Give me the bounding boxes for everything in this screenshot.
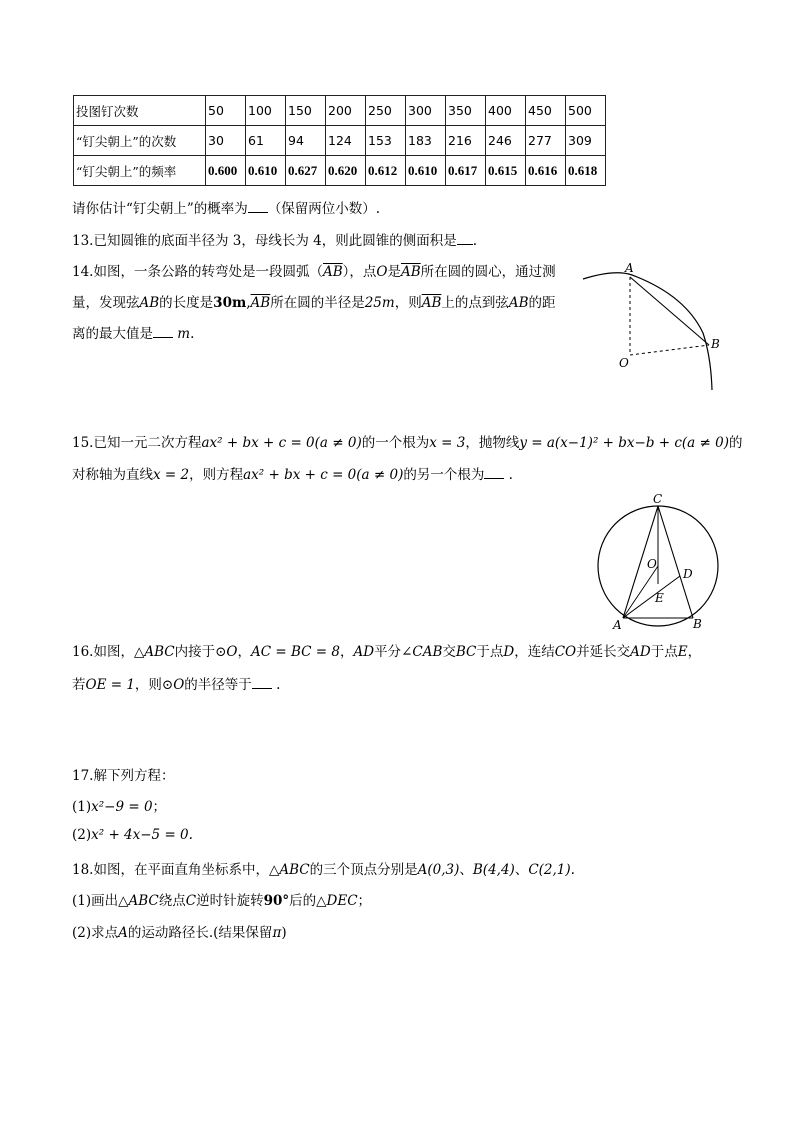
question-14-line-1: 14.如图，一条公路的转弯处是一段圆弧$(\overline{AB})$，点O是$\overline{AB}$所在圆的圆心，通过测 — [72, 264, 556, 280]
answer-blank — [252, 676, 272, 689]
question-15-line-2: 对称轴为直线x = 2，则方程ax² + bx + c = 0(a ≠ 0)的另一个根为 . — [72, 467, 513, 483]
question-16-line-2: 若OE = 1，则⊙O的半径等于 . — [72, 677, 281, 693]
question-17-title: 17.解下列方程： — [72, 768, 175, 784]
table-cell: 50 — [206, 96, 246, 126]
table-cell: 124 — [326, 126, 366, 156]
table-cell: 0.617 — [446, 156, 486, 186]
table-cell: 216 — [446, 126, 486, 156]
table-cell: 0.610 — [246, 156, 286, 186]
table-cell: 250 — [366, 96, 406, 126]
question-18-line-1: 18.如图，在平面直角坐标系中，△ABC的三个顶点分别是A(0,3)、B(4,4)、C(2,1). — [72, 862, 575, 878]
row-header: 投图钉次数 — [74, 96, 206, 126]
question-16-line-1: 16.如图，△ABC内接于⊙O，AC = BC = 8，AD平分∠CAB交BC于点D，连结CO并延长交AD于点E， — [72, 644, 702, 660]
table-cell: 153 — [366, 126, 406, 156]
answer-blank — [153, 325, 173, 338]
row-header: “钉尖朝上”的频率 — [74, 156, 206, 186]
table-cell: 500 — [566, 96, 606, 126]
table-cell: 246 — [486, 126, 526, 156]
table-cell: 300 — [406, 96, 446, 126]
table-cell: 0.618 — [566, 156, 606, 186]
table-row — [74, 156, 606, 186]
label-o: O — [619, 356, 629, 370]
table-cell: 0.612 — [366, 156, 406, 186]
table-cell: 309 — [566, 126, 606, 156]
question-13: 13.已知圆锥的底面半径为 3，母线长为 4，则此圆锥的侧面积是 . — [72, 233, 478, 249]
table-cell: 450 — [526, 96, 566, 126]
label-b: B — [711, 337, 720, 351]
table-cell: 350 — [446, 96, 486, 126]
label-c: C — [653, 492, 663, 506]
table-cell: 30 — [206, 126, 246, 156]
segment-ad — [623, 576, 680, 618]
label-o: O — [647, 557, 657, 571]
label-b: B — [693, 617, 702, 631]
label-e: E — [655, 591, 664, 605]
answer-blank — [248, 200, 268, 213]
table-cell: 0.627 — [286, 156, 326, 186]
chord-ab — [630, 277, 709, 345]
table-cell: 0.600 — [206, 156, 246, 186]
inscribed-triangle-figure — [592, 490, 727, 632]
table-cell: 400 — [486, 96, 526, 126]
table-cell: 277 — [526, 126, 566, 156]
table-cell: 183 — [406, 126, 446, 156]
question-14-line-2: 量，发现弦AB的长度是$30m,\overline{AB}$所在圆的半径是25m，则$\overline{AB}$上的点到弦AB的距 — [72, 295, 556, 311]
answer-blank — [457, 232, 473, 245]
table-row — [74, 96, 606, 126]
radius-ob — [630, 345, 709, 355]
table-cell: 94 — [286, 126, 326, 156]
table-cell: 100 — [246, 96, 286, 126]
row-header: “钉尖朝上”的次数 — [74, 126, 206, 156]
question-18-part-2: (2)求点A的运动路径长.(结果保留π) — [72, 925, 287, 941]
question-18-part-1: (1)画出△ABC绕点C逆时针旋转90°后的△DEC； — [72, 893, 372, 909]
table-cell: 150 — [286, 96, 326, 126]
table-cell: 0.610 — [406, 156, 446, 186]
table-row — [74, 126, 606, 156]
question-12-prompt: 请你估计“钉尖朝上”的概率为 （保留两位小数）. — [72, 201, 381, 217]
question-14-line-3: 离的最大值是 m. — [72, 326, 195, 342]
table-cell: 61 — [246, 126, 286, 156]
road-arc-figure — [575, 255, 735, 395]
answer-blank — [484, 466, 504, 479]
label-d: D — [683, 567, 693, 581]
table-cell: 200 — [326, 96, 366, 126]
question-17-part-1: (1)x²−9 = 0； — [72, 799, 167, 815]
question-17-part-2: (2)x² + 4x−5 = 0. — [72, 827, 193, 843]
frequency-table — [73, 95, 606, 186]
table-cell: 0.620 — [326, 156, 366, 186]
label-a: A — [625, 261, 634, 275]
question-15-line-1: 15.已知一元二次方程ax² + bx + c = 0(a ≠ 0)的一个根为x = 3，抛物线y = a(x−1)² + bx−b + c(a ≠ 0)的 — [72, 435, 743, 451]
label-a: A — [613, 618, 622, 632]
table-cell: 0.615 — [486, 156, 526, 186]
table-cell: 0.616 — [526, 156, 566, 186]
segment-ao — [623, 566, 658, 618]
